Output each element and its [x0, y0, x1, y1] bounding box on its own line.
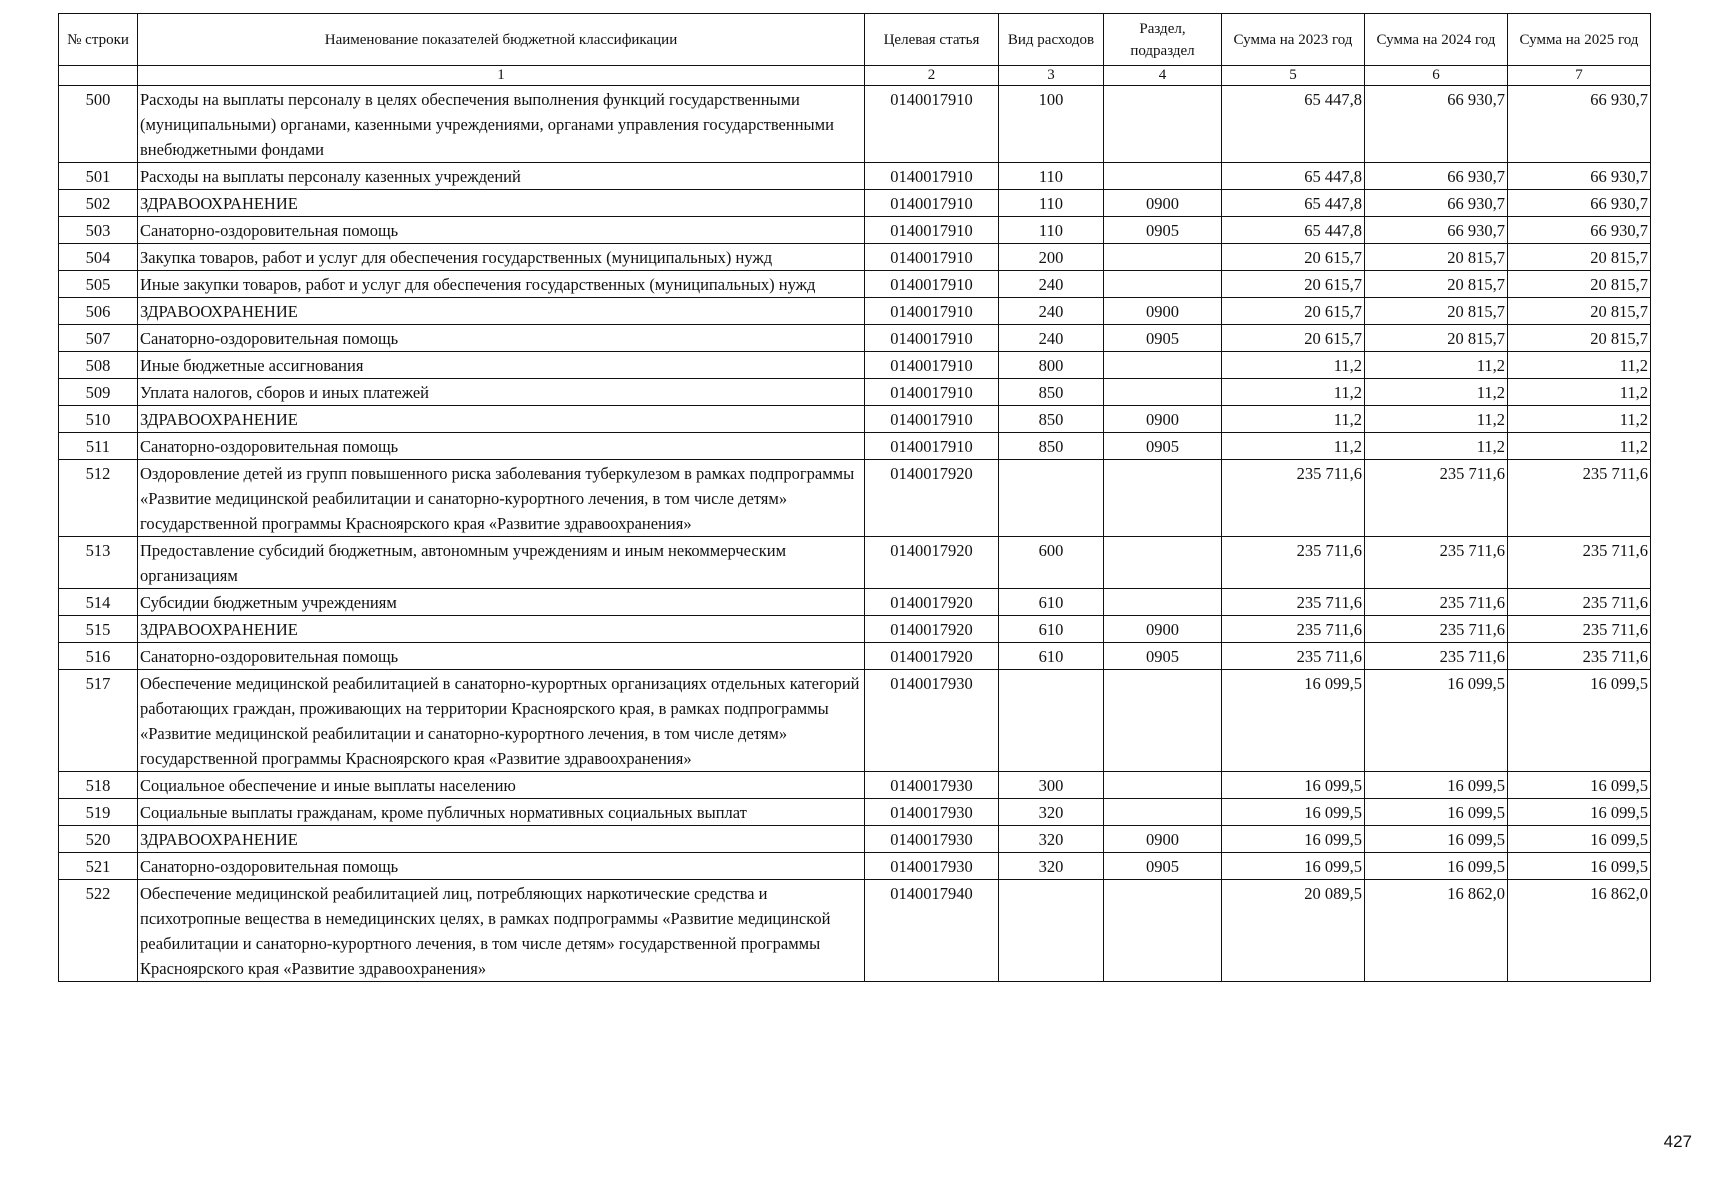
table-row — [59, 537, 1651, 589]
target-article: 0140017940 — [865, 880, 999, 982]
row-number: 509 — [59, 379, 138, 406]
expense-type — [999, 880, 1104, 982]
section-subsection — [1104, 352, 1222, 379]
indicator-name: Санаторно-оздоровительная помощь — [138, 433, 865, 460]
column-number-row — [59, 66, 1651, 86]
indicator-name: Иные бюджетные ассигнования — [138, 352, 865, 379]
row-number: 520 — [59, 826, 138, 853]
table-row — [59, 217, 1651, 244]
sum-2024: 11,2 — [1365, 433, 1508, 460]
header-sum-2025: Сумма на 2025 год — [1508, 14, 1651, 66]
sum-2024: 235 711,6 — [1365, 460, 1508, 537]
expense-type: 600 — [999, 537, 1104, 589]
indicator-name: Предоставление субсидий бюджетным, автономным учреждениям и иным некоммерческим организациям — [138, 537, 865, 589]
target-article: 0140017920 — [865, 643, 999, 670]
table-header — [59, 14, 1651, 86]
column-number: 3 — [999, 66, 1104, 86]
indicator-name: Уплата налогов, сборов и иных платежей — [138, 379, 865, 406]
row-number: 522 — [59, 880, 138, 982]
indicator-name: ЗДРАВООХРАНЕНИЕ — [138, 406, 865, 433]
section-subsection — [1104, 772, 1222, 799]
sum-2023: 11,2 — [1222, 433, 1365, 460]
sum-2025: 16 099,5 — [1508, 826, 1651, 853]
sum-2024: 20 815,7 — [1365, 298, 1508, 325]
expense-type: 200 — [999, 244, 1104, 271]
expense-type: 320 — [999, 799, 1104, 826]
indicator-name: ЗДРАВООХРАНЕНИЕ — [138, 826, 865, 853]
target-article: 0140017910 — [865, 271, 999, 298]
sum-2024: 66 930,7 — [1365, 217, 1508, 244]
column-number: 4 — [1104, 66, 1222, 86]
sum-2025: 11,2 — [1508, 352, 1651, 379]
table-row — [59, 616, 1651, 643]
sum-2023: 16 099,5 — [1222, 826, 1365, 853]
sum-2023: 235 711,6 — [1222, 589, 1365, 616]
expense-type: 320 — [999, 853, 1104, 880]
expense-type: 610 — [999, 616, 1104, 643]
sum-2025: 16 099,5 — [1508, 772, 1651, 799]
indicator-name: Санаторно-оздоровительная помощь — [138, 643, 865, 670]
table-row — [59, 826, 1651, 853]
sum-2024: 235 711,6 — [1365, 643, 1508, 670]
target-article: 0140017910 — [865, 163, 999, 190]
indicator-name: Социальные выплаты гражданам, кроме публичных нормативных социальных выплат — [138, 799, 865, 826]
indicator-name: Обеспечение медицинской реабилитацией лиц, потребляющих наркотические средства и психотропные вещества в немедицинских целях, в рамках подпрограммы «Развитие медицинской реабилитации и санаторно-курортного лечения, в том числе детям» государственной программы Красноярского края «Развитие здравоохранения» — [138, 880, 865, 982]
sum-2025: 235 711,6 — [1508, 616, 1651, 643]
sum-2024: 16 099,5 — [1365, 799, 1508, 826]
target-article: 0140017910 — [865, 298, 999, 325]
target-article: 0140017910 — [865, 352, 999, 379]
sum-2025: 20 815,7 — [1508, 244, 1651, 271]
sum-2023: 16 099,5 — [1222, 799, 1365, 826]
indicator-name: Обеспечение медицинской реабилитацией в санаторно-курортных организациях отдельных категорий работающих граждан, проживающих на территории Красноярского края, в рамках подпрограммы «Развитие медицинской реабилитации и санаторно-курортного лечения, в том числе детям» государственной программы Красноярского края «Развитие здравоохранения» — [138, 670, 865, 772]
header-name: Наименование показателей бюджетной классификации — [138, 14, 865, 66]
target-article: 0140017910 — [865, 433, 999, 460]
row-number: 505 — [59, 271, 138, 298]
target-article: 0140017910 — [865, 379, 999, 406]
expense-type: 240 — [999, 325, 1104, 352]
sum-2025: 11,2 — [1508, 379, 1651, 406]
sum-2024: 66 930,7 — [1365, 190, 1508, 217]
expense-type: 610 — [999, 643, 1104, 670]
indicator-name: Закупка товаров, работ и услуг для обеспечения государственных (муниципальных) нужд — [138, 244, 865, 271]
indicator-name: Оздоровление детей из групп повышенного риска заболевания туберкулезом в рамках подпрограммы «Развитие медицинской реабилитации и санаторно-курортного лечения, в том числе детям» государственной программы Красноярского края «Развитие здравоохранения» — [138, 460, 865, 537]
target-article: 0140017920 — [865, 537, 999, 589]
expense-type: 110 — [999, 163, 1104, 190]
table-body — [59, 86, 1651, 982]
target-article: 0140017920 — [865, 460, 999, 537]
sum-2023: 11,2 — [1222, 379, 1365, 406]
sum-2025: 11,2 — [1508, 406, 1651, 433]
sum-2023: 65 447,8 — [1222, 217, 1365, 244]
target-article: 0140017910 — [865, 244, 999, 271]
expense-type: 240 — [999, 298, 1104, 325]
table-row — [59, 460, 1651, 537]
section-subsection: 0905 — [1104, 433, 1222, 460]
sum-2024: 11,2 — [1365, 352, 1508, 379]
sum-2025: 11,2 — [1508, 433, 1651, 460]
sum-2023: 65 447,8 — [1222, 86, 1365, 163]
row-number: 514 — [59, 589, 138, 616]
table-row — [59, 643, 1651, 670]
section-subsection: 0900 — [1104, 616, 1222, 643]
table-row — [59, 379, 1651, 406]
row-number: 515 — [59, 616, 138, 643]
header-row — [59, 14, 1651, 66]
target-article: 0140017910 — [865, 86, 999, 163]
target-article: 0140017930 — [865, 853, 999, 880]
row-number: 503 — [59, 217, 138, 244]
section-subsection — [1104, 799, 1222, 826]
section-subsection — [1104, 244, 1222, 271]
row-number: 508 — [59, 352, 138, 379]
section-subsection: 0905 — [1104, 853, 1222, 880]
row-number: 521 — [59, 853, 138, 880]
row-number: 501 — [59, 163, 138, 190]
table-row — [59, 772, 1651, 799]
sum-2025: 235 711,6 — [1508, 589, 1651, 616]
sum-2024: 16 099,5 — [1365, 853, 1508, 880]
table-row — [59, 298, 1651, 325]
indicator-name: Санаторно-оздоровительная помощь — [138, 325, 865, 352]
sum-2023: 20 615,7 — [1222, 298, 1365, 325]
sum-2023: 235 711,6 — [1222, 643, 1365, 670]
sum-2024: 16 099,5 — [1365, 670, 1508, 772]
header-sum-2024: Сумма на 2024 год — [1365, 14, 1508, 66]
sum-2024: 11,2 — [1365, 379, 1508, 406]
expense-type: 100 — [999, 86, 1104, 163]
indicator-name: Расходы на выплаты персоналу в целях обеспечения выполнения функций государственными (муниципальными) органами, казенными учреждениями, органами управления государственными внебюджетными фондами — [138, 86, 865, 163]
row-number: 513 — [59, 537, 138, 589]
sum-2023: 20 615,7 — [1222, 325, 1365, 352]
expense-type: 320 — [999, 826, 1104, 853]
sum-2025: 16 099,5 — [1508, 670, 1651, 772]
page-number: 427 — [1663, 1132, 1692, 1151]
section-subsection — [1104, 880, 1222, 982]
sum-2023: 16 099,5 — [1222, 670, 1365, 772]
sum-2025: 16 099,5 — [1508, 799, 1651, 826]
section-subsection: 0900 — [1104, 190, 1222, 217]
indicator-name: Санаторно-оздоровительная помощь — [138, 217, 865, 244]
header-section: Раздел, подраздел — [1104, 14, 1222, 66]
section-subsection: 0900 — [1104, 298, 1222, 325]
column-number: 5 — [1222, 66, 1365, 86]
indicator-name: ЗДРАВООХРАНЕНИЕ — [138, 298, 865, 325]
section-subsection: 0905 — [1104, 217, 1222, 244]
row-number: 512 — [59, 460, 138, 537]
section-subsection — [1104, 271, 1222, 298]
sum-2025: 20 815,7 — [1508, 271, 1651, 298]
column-number: 2 — [865, 66, 999, 86]
header-sum-2023: Сумма на 2023 год — [1222, 14, 1365, 66]
indicator-name: Расходы на выплаты персоналу казенных учреждений — [138, 163, 865, 190]
expense-type: 300 — [999, 772, 1104, 799]
target-article: 0140017930 — [865, 826, 999, 853]
header-target: Целевая статья — [865, 14, 999, 66]
section-subsection: 0900 — [1104, 406, 1222, 433]
indicator-name: Субсидии бюджетным учреждениям — [138, 589, 865, 616]
target-article: 0140017910 — [865, 190, 999, 217]
table-row — [59, 271, 1651, 298]
sum-2023: 20 615,7 — [1222, 271, 1365, 298]
row-number: 518 — [59, 772, 138, 799]
row-number: 511 — [59, 433, 138, 460]
section-subsection — [1104, 86, 1222, 163]
expense-type: 850 — [999, 433, 1104, 460]
sum-2025: 66 930,7 — [1508, 163, 1651, 190]
section-subsection — [1104, 537, 1222, 589]
row-number: 519 — [59, 799, 138, 826]
sum-2025: 66 930,7 — [1508, 217, 1651, 244]
sum-2025: 16 862,0 — [1508, 880, 1651, 982]
expense-type: 800 — [999, 352, 1104, 379]
table-row — [59, 86, 1651, 163]
row-number: 510 — [59, 406, 138, 433]
target-article: 0140017920 — [865, 616, 999, 643]
section-subsection: 0900 — [1104, 826, 1222, 853]
section-subsection — [1104, 670, 1222, 772]
column-number — [59, 66, 138, 86]
table-row — [59, 190, 1651, 217]
row-number: 507 — [59, 325, 138, 352]
indicator-name: ЗДРАВООХРАНЕНИЕ — [138, 190, 865, 217]
row-number: 504 — [59, 244, 138, 271]
sum-2024: 20 815,7 — [1365, 244, 1508, 271]
sum-2024: 235 711,6 — [1365, 589, 1508, 616]
indicator-name: ЗДРАВООХРАНЕНИЕ — [138, 616, 865, 643]
target-article: 0140017930 — [865, 772, 999, 799]
sum-2025: 20 815,7 — [1508, 325, 1651, 352]
expense-type: 610 — [999, 589, 1104, 616]
table-row — [59, 433, 1651, 460]
table-row — [59, 589, 1651, 616]
sum-2025: 235 711,6 — [1508, 643, 1651, 670]
sum-2025: 20 815,7 — [1508, 298, 1651, 325]
expense-type — [999, 670, 1104, 772]
target-article: 0140017930 — [865, 799, 999, 826]
sum-2024: 20 815,7 — [1365, 325, 1508, 352]
section-subsection — [1104, 589, 1222, 616]
target-article: 0140017910 — [865, 325, 999, 352]
header-exp-type: Вид расходов — [999, 14, 1104, 66]
row-number: 500 — [59, 86, 138, 163]
expense-type: 240 — [999, 271, 1104, 298]
sum-2024: 16 099,5 — [1365, 772, 1508, 799]
sum-2023: 16 099,5 — [1222, 772, 1365, 799]
expense-type: 110 — [999, 190, 1104, 217]
sum-2023: 11,2 — [1222, 352, 1365, 379]
sum-2023: 65 447,8 — [1222, 163, 1365, 190]
table-row — [59, 244, 1651, 271]
sum-2024: 20 815,7 — [1365, 271, 1508, 298]
sum-2023: 65 447,8 — [1222, 190, 1365, 217]
table-row — [59, 880, 1651, 982]
section-subsection: 0905 — [1104, 325, 1222, 352]
section-subsection — [1104, 379, 1222, 406]
expense-type: 850 — [999, 379, 1104, 406]
sum-2024: 16 099,5 — [1365, 826, 1508, 853]
section-subsection — [1104, 460, 1222, 537]
sum-2023: 20 089,5 — [1222, 880, 1365, 982]
indicator-name: Санаторно-оздоровительная помощь — [138, 853, 865, 880]
sum-2025: 235 711,6 — [1508, 460, 1651, 537]
sum-2024: 11,2 — [1365, 406, 1508, 433]
column-number: 1 — [138, 66, 865, 86]
expense-type: 110 — [999, 217, 1104, 244]
row-number: 516 — [59, 643, 138, 670]
header-row-no: № строки — [59, 14, 138, 66]
sum-2024: 66 930,7 — [1365, 86, 1508, 163]
target-article: 0140017920 — [865, 589, 999, 616]
sum-2023: 235 711,6 — [1222, 616, 1365, 643]
table-row — [59, 799, 1651, 826]
section-subsection: 0905 — [1104, 643, 1222, 670]
row-number: 517 — [59, 670, 138, 772]
sum-2023: 20 615,7 — [1222, 244, 1365, 271]
table-row — [59, 163, 1651, 190]
sum-2024: 66 930,7 — [1365, 163, 1508, 190]
budget-table — [58, 13, 1651, 982]
sum-2025: 235 711,6 — [1508, 537, 1651, 589]
expense-type — [999, 460, 1104, 537]
section-subsection — [1104, 163, 1222, 190]
target-article: 0140017910 — [865, 406, 999, 433]
sum-2023: 16 099,5 — [1222, 853, 1365, 880]
column-number: 7 — [1508, 66, 1651, 86]
row-number: 502 — [59, 190, 138, 217]
sum-2023: 235 711,6 — [1222, 537, 1365, 589]
sum-2024: 235 711,6 — [1365, 616, 1508, 643]
indicator-name: Иные закупки товаров, работ и услуг для обеспечения государственных (муниципальных) нужд — [138, 271, 865, 298]
sum-2025: 16 099,5 — [1508, 853, 1651, 880]
table-row — [59, 406, 1651, 433]
sum-2024: 16 862,0 — [1365, 880, 1508, 982]
target-article: 0140017930 — [865, 670, 999, 772]
table-row — [59, 670, 1651, 772]
column-number: 6 — [1365, 66, 1508, 86]
expense-type: 850 — [999, 406, 1104, 433]
sum-2025: 66 930,7 — [1508, 190, 1651, 217]
sum-2023: 11,2 — [1222, 406, 1365, 433]
indicator-name: Социальное обеспечение и иные выплаты населению — [138, 772, 865, 799]
sum-2024: 235 711,6 — [1365, 537, 1508, 589]
table-row — [59, 352, 1651, 379]
table-row — [59, 853, 1651, 880]
table-row — [59, 325, 1651, 352]
target-article: 0140017910 — [865, 217, 999, 244]
row-number: 506 — [59, 298, 138, 325]
sum-2023: 235 711,6 — [1222, 460, 1365, 537]
sum-2025: 66 930,7 — [1508, 86, 1651, 163]
